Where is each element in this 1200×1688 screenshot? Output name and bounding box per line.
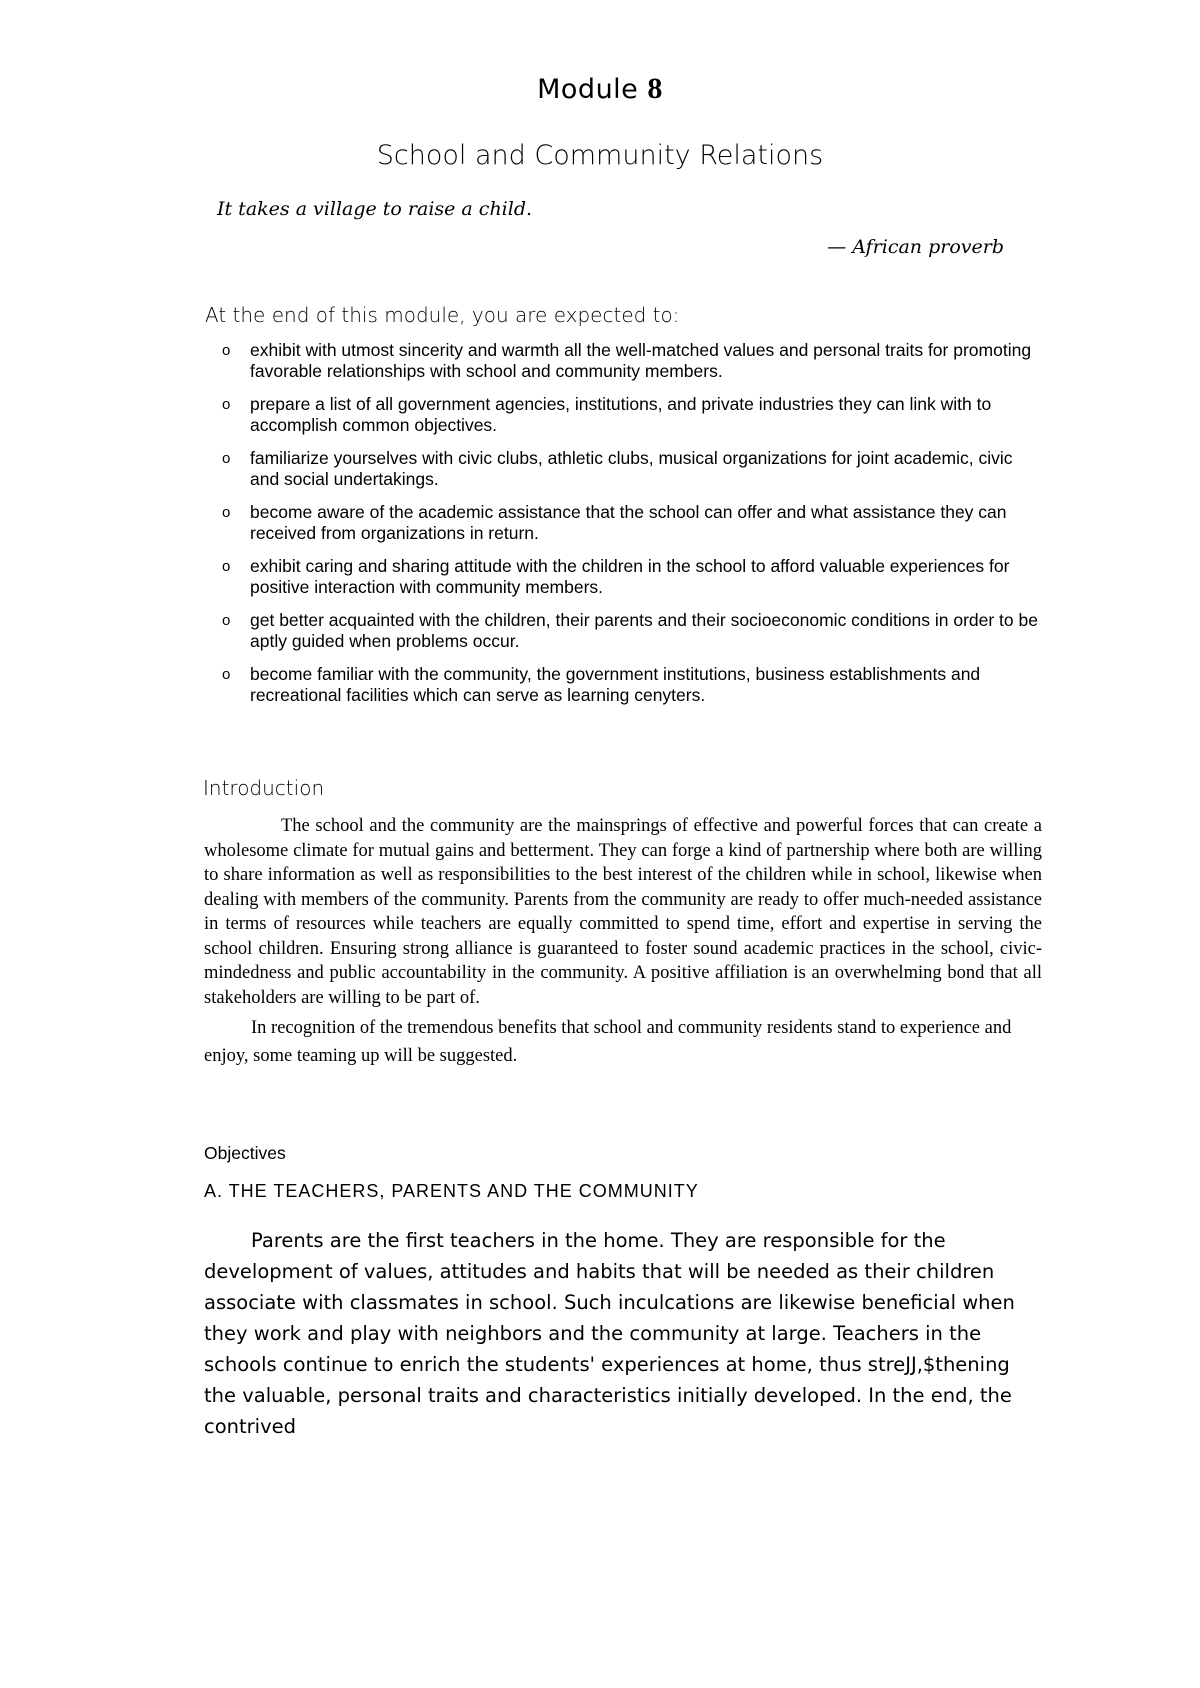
section-a-heading: A. THE TEACHERS, PARENTS AND THE COMMUNITY [204, 1181, 699, 1201]
page-title: School and Community Relations [376, 140, 824, 171]
introduction-body [204, 814, 1042, 1070]
bullet-icon: o [222, 450, 231, 467]
list-item-text: familiarize yourselves with civic clubs, athletic clubs, musical organizations for joint academic, civic and social undertakings. [250, 448, 1013, 489]
bullet-icon: o [222, 504, 231, 521]
list-item [222, 664, 1042, 706]
learning-outcomes-intro: At the end of this module, you are expected to: [205, 303, 680, 327]
bullet-icon: o [222, 612, 231, 629]
objectives-heading: Objectives [204, 1143, 286, 1163]
module-word: Module [537, 74, 639, 105]
section-a-paragraph: Parents are the first teachers in the home. They are responsible for the development of values, attitudes and habits that will be needed as their children associate with classmates in school. Such inculcations are likewise beneficial when they work and play with neighbors and the community at large. Teachers in the schools continue to enrich the students' experiences at home, thus streJJ,$thening the valuable, personal traits and characteristics initially developed. In the end, the contrived [204, 1229, 1015, 1438]
learning-outcomes-list [222, 340, 1042, 718]
list-item-text: exhibit with utmost sincerity and warmth all the well-matched values and personal traits for promoting favorable relationships with school and community members. [250, 340, 1032, 381]
list-item [222, 340, 1042, 382]
epigraph-quote: It takes a village to raise a child. [217, 198, 533, 220]
introduction-paragraph-1: The school and the community are the mainsprings of effective and powerful forces that can create a wholesome climate for mutual gains and betterment. They can forge a kind of partnership where both are willing to share information as well as responsibilities to the best interest of the children while in school, likewise when dealing with members of the community. Parents from the community are ready to offer much-needed assistance in terms of resources while teachers are equally committed to spend time, effort and expertise in serving the school children. Ensuring strong alliance is guaranteed to foster sound academic practices in the school, civic-mindedness and public accountability in the community. A positive affiliation is an overwhelming bond that all stakeholders are willing to be part of. [204, 816, 1042, 1008]
bullet-icon: o [222, 342, 231, 359]
module-label [0, 72, 1200, 106]
list-item [222, 448, 1042, 490]
introduction-paragraph-2: In recognition of the tremendous benefits that school and community residents stand to experience and enjoy, some teaming up will be suggested. [204, 1018, 1012, 1066]
list-item-text: get better acquainted with the children, their parents and their socioeconomic conditions in order to be aptly guided when problems occur. [250, 610, 1038, 651]
bullet-icon: o [222, 396, 231, 413]
list-item [222, 394, 1042, 436]
bullet-icon: o [222, 666, 231, 683]
bullet-icon: o [222, 558, 231, 575]
introduction-heading: Introduction [203, 776, 325, 800]
epigraph-author: — African proverb [827, 236, 1004, 258]
list-item [222, 502, 1042, 544]
list-item [222, 556, 1042, 598]
list-item-text: exhibit caring and sharing attitude with the children in the school to afford valuable experiences for positive interaction with community members. [250, 556, 1010, 597]
list-item-text: become familiar with the community, the government institutions, business establishments and recreational facilities which can serve as learning cenyters. [250, 664, 981, 705]
module-number: 8 [647, 72, 663, 105]
list-item-text: prepare a list of all government agencies, institutions, and private industries they can link with to accomplish common objectives. [250, 394, 992, 435]
list-item-text: become aware of the academic assistance that the school can offer and what assistance they can received from organizations in return. [250, 502, 1007, 543]
list-item [222, 610, 1042, 652]
